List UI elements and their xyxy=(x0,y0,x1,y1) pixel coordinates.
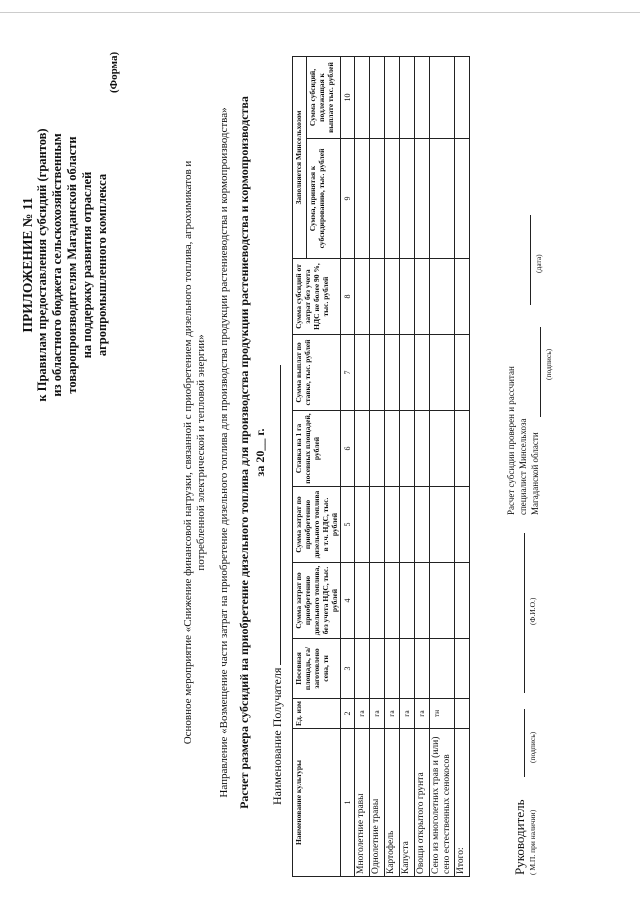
table-row xyxy=(430,57,455,877)
cell[interactable] xyxy=(370,639,385,699)
crop-name: Картофель xyxy=(385,729,400,877)
cell[interactable] xyxy=(430,57,455,139)
head-signature-line[interactable] xyxy=(524,709,525,777)
head-fio-line[interactable] xyxy=(524,533,525,693)
scan-edge xyxy=(0,12,640,13)
cell[interactable] xyxy=(400,57,415,139)
period-line: за 20__ г. xyxy=(253,428,267,477)
measure-line-2: потребленной электрической и тепловой энергии» xyxy=(195,334,207,571)
form-label: (Форма) xyxy=(108,51,120,93)
col-header: Сумма затрат по приобретению дизельного топлива в т.ч. НДС, тыс. рублей xyxy=(293,487,341,563)
cell[interactable] xyxy=(430,411,455,487)
cell[interactable] xyxy=(355,259,370,335)
recipient-label xyxy=(268,365,285,805)
col-header: Сумма субсидий от затрат без учета НДС не более 90 %, тыс. рублей xyxy=(293,259,341,335)
check-line-3: Магаданской области xyxy=(530,432,540,515)
cell[interactable] xyxy=(385,259,400,335)
unit: га xyxy=(370,699,385,729)
cell[interactable] xyxy=(415,335,430,411)
cell[interactable] xyxy=(355,411,370,487)
cell[interactable] xyxy=(455,57,470,139)
crop-name: Овощи открытого грунта xyxy=(415,729,430,877)
column-number: 2 xyxy=(341,699,355,729)
measure-line-1: Основное мероприятие «Снижение финансовой нагрузки, связанной с приобретением дизельного топлива, агрохимикатов и xyxy=(182,160,194,745)
cell[interactable] xyxy=(415,259,430,335)
cell[interactable] xyxy=(370,259,385,335)
appendix-line: к Правилам предоставления субсидий (грантов) xyxy=(35,128,49,402)
column-number: 3 xyxy=(341,639,355,699)
cell[interactable] xyxy=(370,335,385,411)
cell[interactable] xyxy=(385,563,400,639)
cell[interactable] xyxy=(355,487,370,563)
calc-title: Расчет размера субсидий на приобретение дизельного топлива для производства продукции растениеводства и кормопроизводства xyxy=(237,96,251,809)
cell[interactable] xyxy=(415,563,430,639)
cell[interactable] xyxy=(355,639,370,699)
cell[interactable] xyxy=(370,57,385,139)
check-line-1: Расчет субсидии проверен и рассчитан xyxy=(506,366,516,515)
cell[interactable] xyxy=(400,487,415,563)
cell[interactable] xyxy=(455,259,470,335)
column-number: 7 xyxy=(341,335,355,411)
unit: га xyxy=(400,699,415,729)
cell[interactable] xyxy=(455,699,470,729)
cell[interactable] xyxy=(415,487,430,563)
crop-name: Сено из многолетних трав и (или) сено естественных сенокосов xyxy=(430,729,455,877)
cell[interactable] xyxy=(400,639,415,699)
table-header-row xyxy=(293,57,307,877)
crop-name: Многолетние травы xyxy=(355,729,370,877)
cell[interactable] xyxy=(355,563,370,639)
unit: га xyxy=(355,699,370,729)
cell[interactable] xyxy=(455,411,470,487)
cell[interactable] xyxy=(370,487,385,563)
cell[interactable] xyxy=(385,335,400,411)
appendix-line: товаропроизводителям Магаданской области xyxy=(65,136,79,394)
cell[interactable] xyxy=(415,139,430,259)
col-header: Ставка на 1 га посевных площадей, рублей xyxy=(293,411,341,487)
cell[interactable] xyxy=(415,57,430,139)
appendix-header xyxy=(20,65,110,465)
cell[interactable] xyxy=(400,139,415,259)
cell[interactable] xyxy=(430,563,455,639)
col-header: Посевная площадь, га/ заготовлено сена, тн xyxy=(293,639,341,699)
cell[interactable] xyxy=(430,335,455,411)
crop-name: Капуста xyxy=(400,729,415,877)
fill-group-header: Заполняется Минсельхозом xyxy=(293,57,307,259)
recipient-input-line[interactable] xyxy=(268,365,281,665)
cell[interactable] xyxy=(430,139,455,259)
cell[interactable] xyxy=(430,639,455,699)
cell[interactable] xyxy=(400,259,415,335)
check-date-caption: (дата) xyxy=(534,254,543,273)
unit: тн xyxy=(430,699,455,729)
check-signature-caption: (подпись) xyxy=(544,348,553,380)
cell[interactable] xyxy=(355,57,370,139)
recipient-label-text: Наименование Получателя xyxy=(270,667,284,805)
cell[interactable] xyxy=(455,639,470,699)
table-row xyxy=(370,57,385,877)
stamp-label: ( М.П. при наличии) xyxy=(528,809,537,875)
col-header: Сумма затрат по приобретению дизельного топлива, без учета НДС, тыс. рублей xyxy=(293,563,341,639)
cell[interactable] xyxy=(385,57,400,139)
cell[interactable] xyxy=(400,335,415,411)
cell[interactable] xyxy=(370,563,385,639)
cell[interactable] xyxy=(385,487,400,563)
subsidy-table xyxy=(292,56,470,877)
cell[interactable] xyxy=(415,411,430,487)
check-date-line[interactable] xyxy=(530,215,531,305)
check-line-2: специалист Минсельхоза xyxy=(518,418,528,515)
column-number: 5 xyxy=(341,487,355,563)
col-header: Сумма выплат по ставке, тыс. рублей xyxy=(293,335,341,411)
head-fio-caption: (Ф.И.О.) xyxy=(528,597,537,625)
appendix-number: ПРИЛОЖЕНИЕ № 11 xyxy=(20,197,35,333)
col-header: Сумма, принятая к субсидированию, тыс. рублей xyxy=(306,139,340,259)
table-row xyxy=(415,57,430,877)
crop-name: Однолетние травы xyxy=(370,729,385,877)
cell[interactable] xyxy=(430,487,455,563)
cell[interactable] xyxy=(400,563,415,639)
col-header: Сумма субсидий, подлежащая к выплате тыс. рублей xyxy=(306,57,340,139)
head-signature-caption: (подпись) xyxy=(528,731,537,763)
cell[interactable] xyxy=(385,139,400,259)
cell[interactable] xyxy=(415,639,430,699)
cell[interactable] xyxy=(385,411,400,487)
cell[interactable] xyxy=(355,335,370,411)
column-number: 1 xyxy=(341,729,355,877)
column-number-row xyxy=(341,57,355,877)
col-header: Ед. изм xyxy=(293,699,341,729)
unit: га xyxy=(415,699,430,729)
head-label: Руководитель xyxy=(512,799,527,875)
cell[interactable] xyxy=(355,139,370,259)
cell[interactable] xyxy=(370,139,385,259)
direction-line: Направление «Возмещение части затрат на приобретение дизельного топлива для производства продукции растениеводства и кормопроизводства» xyxy=(218,107,230,798)
col-header: Наименование культуры xyxy=(293,729,341,877)
table-row xyxy=(400,57,415,877)
cell[interactable] xyxy=(455,335,470,411)
cell[interactable] xyxy=(430,259,455,335)
appendix-line: агропромышленного комплекса xyxy=(95,173,109,357)
table-row xyxy=(385,57,400,877)
cell[interactable] xyxy=(370,411,385,487)
table-row xyxy=(355,57,370,877)
column-number: 10 xyxy=(341,57,355,139)
appendix-line: из областного бюджета сельскохозяйственным xyxy=(50,133,64,397)
column-number: 6 xyxy=(341,411,355,487)
unit: га xyxy=(385,699,400,729)
column-number: 8 xyxy=(341,259,355,335)
cell[interactable] xyxy=(455,487,470,563)
check-signature-line[interactable] xyxy=(540,327,541,417)
total-label: Итого: xyxy=(455,729,470,877)
column-number: 9 xyxy=(341,139,355,259)
cell[interactable] xyxy=(455,563,470,639)
cell[interactable] xyxy=(385,639,400,699)
cell[interactable] xyxy=(400,411,415,487)
column-number: 4 xyxy=(341,563,355,639)
cell[interactable] xyxy=(455,139,470,259)
total-row xyxy=(455,57,470,877)
appendix-line: на поддержку развития отраслей xyxy=(80,171,94,359)
